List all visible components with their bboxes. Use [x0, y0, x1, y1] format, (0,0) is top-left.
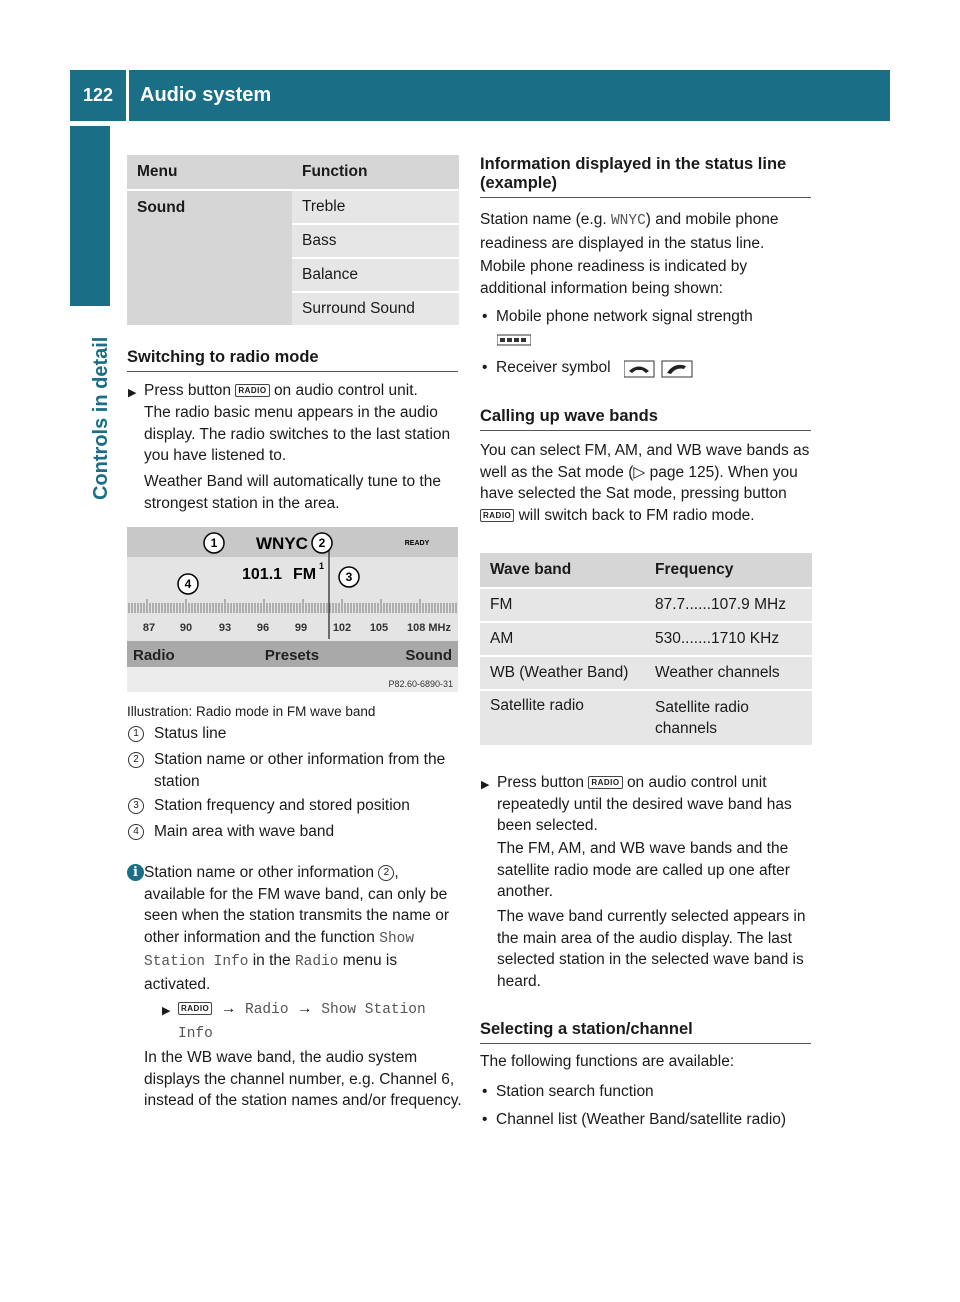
step-arrow-icon: ▶	[128, 387, 137, 399]
bullet-receiver: Receiver symbol	[496, 359, 611, 376]
col-menu: Menu	[127, 155, 292, 190]
band-cell: Satellite radio	[480, 690, 645, 746]
band-value: FM	[293, 566, 317, 583]
bullet-signal: Mobile phone network signal strength	[496, 308, 753, 325]
col-frequency: Frequency	[645, 553, 812, 588]
switching-result1: The radio basic menu appears in the audio display. The radio switches to the last station you have listened to.	[144, 404, 451, 464]
legend-number: 2	[128, 752, 144, 768]
legend-number: 1	[128, 726, 144, 742]
step-text: Press button	[497, 774, 585, 791]
legend-number: 4	[128, 824, 144, 840]
callout-1: 1	[210, 536, 218, 550]
list-item: Station search function	[496, 1083, 654, 1100]
ref-number: 2	[378, 865, 394, 881]
arrow-icon: →	[292, 1000, 317, 1017]
signal-strength-icon	[497, 333, 531, 345]
heading-selecting: Selecting a station/channel	[480, 1020, 811, 1044]
function-cell: Balance	[292, 258, 459, 292]
info-text: menu is activated.	[144, 952, 398, 993]
status-text: Station name (e.g.	[480, 211, 607, 228]
header-divider	[126, 70, 129, 121]
scale-label: 87	[142, 622, 156, 634]
wave-text: will switch back to FM radio mode.	[518, 506, 755, 524]
freq-cell: 530.......1710 KHz	[645, 622, 812, 656]
band-cell: WB (Weather Band)	[480, 656, 645, 690]
band-cell: FM	[480, 588, 645, 622]
col-wave-band: Wave band	[480, 553, 645, 588]
menu-path-item: Radio	[245, 1002, 289, 1018]
menu-name: Radio	[294, 954, 339, 970]
radio-key-icon: RADIO	[480, 509, 514, 522]
softkey-presets: Presets	[264, 647, 320, 664]
info-text: , available for the FM wave band, can only be seen when the station transmits the name or other information and the function	[144, 864, 449, 946]
scale-label: 108 MHz	[406, 622, 452, 634]
wave-result2: The wave band currently selected appears in the main area of the audio display. The last selected station in the selected wave band is heard.	[497, 908, 806, 990]
step-arrow-icon: ▶	[162, 1005, 171, 1017]
switching-step	[144, 380, 464, 402]
heading-status-line: Information displayed in the status line (example)	[480, 155, 811, 198]
page-title: Audio system	[140, 84, 272, 106]
callout-3: 3	[345, 570, 353, 584]
radio-key-icon: RADIO	[588, 776, 622, 789]
step-text: on audio control unit.	[273, 382, 418, 399]
scale-label: 90	[179, 622, 193, 634]
menu-path-item: Show Station Info	[178, 1002, 426, 1042]
col-function: Function	[292, 155, 459, 190]
scale-label: 102	[332, 622, 352, 634]
radio-display-illustration	[127, 527, 458, 692]
function-cell: Bass	[292, 224, 459, 258]
info-note	[144, 862, 462, 995]
station-name: WNYC	[256, 534, 308, 553]
wave-text: You can select FM, AM, and WB wave bands as well as the Sat mode (▷ page 125). When you have selected the Sat mode, pressing button	[480, 442, 810, 502]
legend-number: 3	[128, 798, 144, 814]
info-icon: i	[127, 864, 144, 881]
table-row	[480, 690, 812, 746]
menu-function-table	[127, 155, 459, 327]
legend-text: Status line	[154, 725, 227, 742]
station-example: WNYC	[610, 213, 646, 229]
list-item: Channel list (Weather Band/satellite radio)	[496, 1111, 787, 1128]
legend-text: Station name or other information from the station	[154, 751, 446, 790]
step-text: on audio control unit repeatedly until the desired wave band has been selected.	[497, 774, 792, 834]
radio-key-icon: RADIO	[178, 1002, 212, 1015]
function-cell: Treble	[292, 190, 459, 224]
preset-position: 1	[319, 561, 325, 571]
scale-label: 96	[256, 622, 270, 634]
status-p2: Mobile phone readiness is indicated by additional information being shown:	[480, 258, 748, 297]
wave-result1: The FM, AM, and WB wave bands and the satellite radio mode are called up one after another.	[497, 840, 790, 900]
section-tab	[70, 126, 110, 306]
scale-label: 105	[369, 622, 389, 634]
step-arrow-icon: ▶	[481, 779, 490, 791]
section-label	[70, 310, 110, 510]
scale-label: 93	[218, 622, 232, 634]
softkey-radio: Radio	[133, 647, 175, 664]
status-text: ) and mobile phone readiness are displayed in the status line.	[480, 211, 779, 252]
band-cell: AM	[480, 622, 645, 656]
heading-wave-bands: Calling up wave bands	[480, 407, 811, 431]
step-text: Press button	[144, 382, 232, 399]
switching-result2: Weather Band will automatically tune to the strongest station in the area.	[144, 473, 441, 512]
scale-label: 99	[294, 622, 308, 634]
freq-cell: 87.7......107.9 MHz	[645, 588, 812, 622]
table-row	[480, 656, 812, 690]
wb-note: In the WB wave band, the audio system displays the channel number, e.g. Channel 6, instead of the station names and/or frequency.	[144, 1049, 462, 1109]
phone-status: READY	[404, 540, 430, 547]
wave-p1	[480, 440, 814, 526]
table-row	[480, 588, 812, 622]
legend-text: Station frequency and stored position	[154, 797, 410, 814]
section-label-text: Controls in detail	[90, 336, 112, 500]
frequency-value: 101.1	[242, 566, 283, 583]
status-p1	[480, 209, 812, 254]
bullet-mark: •	[482, 1111, 488, 1128]
heading-switching: Switching to radio mode	[127, 348, 458, 372]
menu-cell-sound: Sound	[127, 190, 292, 326]
freq-cell: Satellite radio channels	[645, 690, 812, 746]
function-name: Show Station Info	[144, 930, 415, 970]
callout-4: 4	[184, 577, 192, 591]
radio-key-icon: RADIO	[235, 384, 269, 397]
page-number: 122	[82, 85, 114, 105]
info-text: Station name or other information	[144, 864, 375, 881]
table-row	[480, 622, 812, 656]
bullet-mark: •	[482, 359, 488, 376]
illustration-caption: Illustration: Radio mode in FM wave band	[127, 704, 376, 719]
info-text: in the	[252, 952, 291, 969]
freq-cell: Weather channels	[645, 656, 812, 690]
softkey-sound: Sound	[405, 647, 452, 664]
bullet-mark: •	[482, 1083, 488, 1100]
function-cell: Surround Sound	[292, 292, 459, 326]
bullet-mark: •	[482, 308, 488, 325]
illustration-code: P82.60-6890-31	[388, 679, 453, 689]
wave-step	[497, 772, 815, 837]
selecting-intro: The following functions are available:	[480, 1053, 735, 1070]
menu-path	[178, 998, 463, 1045]
callout-2: 2	[318, 536, 326, 550]
wave-band-table	[480, 553, 812, 747]
receiver-symbol-icon	[624, 360, 694, 378]
arrow-icon: →	[216, 1000, 241, 1017]
legend-text: Main area with wave band	[154, 823, 335, 840]
